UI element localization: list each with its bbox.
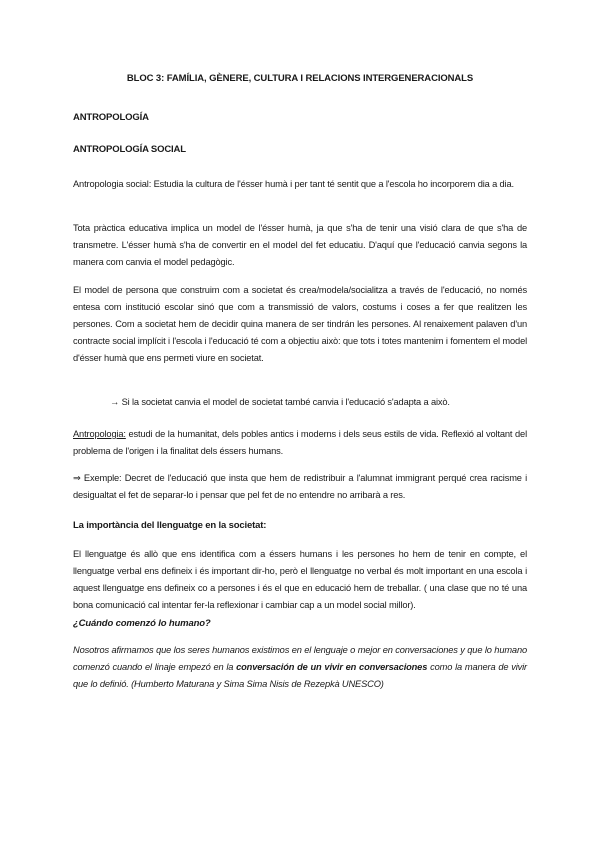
heading-llenguatge: La importància del llenguatge en la societat: xyxy=(73,520,267,531)
paragraph-antropologia-social: Antropologia social: Estudia la cultura de l'ésser humà i per tant té sentit que a l'escola ho incorporem dia a dia. xyxy=(73,179,514,189)
paragraph-exemple: ⇒ Exemple: Decret de l'educació que insta que hem de redistribuir a l'alumnat immigrant perqué crea racisme i desigualtat el fet de separar-lo i pensar que pel fet de no entendre no arribarà a res. xyxy=(73,473,527,500)
paragraph-arrow-note: → Si la societat canvia el model de societat també canvia i l'educació s'adapta a això. xyxy=(110,397,450,407)
antropologia-text: estudi de la humanitat, dels pobles antics i moderns i dels seus estils de vida. Reflexió al voltant del problema de l'origen i la finalitat dels éssers humans. xyxy=(73,429,527,456)
quote-part-2: como la manera de vivir que lo definió. (Humberto Maturana y Sima Sima Nisis de Rezepkà UNESCO) xyxy=(73,661,527,689)
quote-emphasis: conversación de un vivir en conversaciones xyxy=(236,661,428,672)
heading-humano: ¿Cuándo comenzó lo humano? xyxy=(73,618,211,629)
paragraph-practica-educativa: Tota pràctica educativa implica un model de l'ésser humà, ja que s'ha de tenir una visió clara de que s'ha de transmetre. L'ésser humà s'ha de convertir en el model del fet educatiu. D'aquí que l'educació canvia segons la manera com canvia el model pedagògic. xyxy=(73,223,527,267)
paragraph-maturana-quote xyxy=(73,642,527,693)
paragraph-model-persona: El model de persona que construim com a societat és crea/modela/socialitza a través de l'educació, no només entesa com institució escolar sinó que com a transmissió de valors, costums i coses a fer que realitzen les persones. Com a societat hem de decidir quina manera de ser tindrán les persones. Al renaixement palaven d'un contracte social implícit i l'escola i l'educació té com a objectiu això: que tots i totes mantenim i fomentem el model d'ésser humà que ens permeti viure en societat. xyxy=(73,285,527,363)
quote-part-1: Nosotros afirmamos que los seres humanos existimos en el lenguaje o mejor en conversaciones y que lo humano comenzó cuando el linaje empezó en la xyxy=(73,645,527,672)
antropologia-label: Antropologia: xyxy=(73,429,126,439)
heading-antropologia-social: ANTROPOLOGÍA SOCIAL xyxy=(73,144,186,155)
paragraph-llenguatge: El llenguatge és allò que ens identifica com a éssers humans i les persones ho hem de tenir en compte, el llenguatge verbal ens defineix i és important dir-ho, però el llenguatge no verbal és molt important en una escola i aquest llenguatge ens defineix co a persones i és el que en educació hem de treballar. ( una clase que no té una bona comunicació cal intentar fer-la reflexionar i cambiar cap a un model social millor). xyxy=(73,549,527,610)
document-title: BLOC 3: FAMÍLIA, GÈNERE, CULTURA I RELACIONS INTERGENERACIONALS xyxy=(126,73,474,84)
heading-antropologia: ANTROPOLOGÍA xyxy=(73,112,149,123)
paragraph-antropologia-definicio xyxy=(73,426,527,460)
